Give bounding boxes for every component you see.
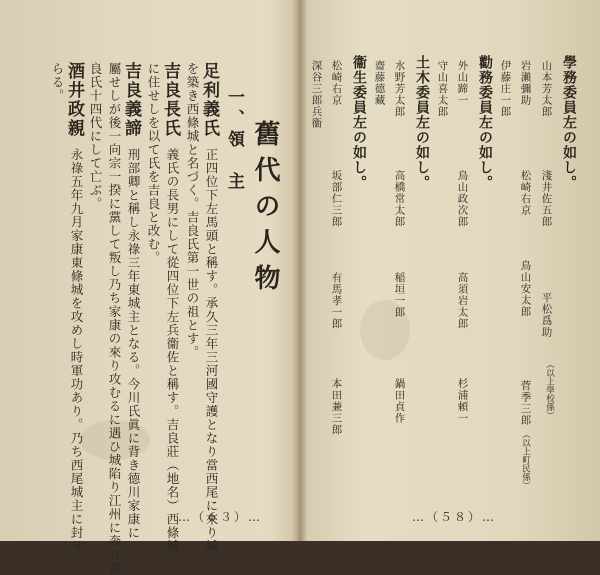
- member-name: 本田兼三郎: [330, 378, 343, 436]
- member-name: 岩瀨彌助: [519, 60, 532, 106]
- member-name: 高須岩太郎: [456, 272, 469, 330]
- member-name: 菅季三郎: [519, 380, 532, 426]
- member-name: 鍋田貞作: [393, 378, 406, 424]
- entry-text: に住せしを以て氏を吉良と改む。: [146, 62, 161, 265]
- entry-text: 屬せしが後一向宗一揆に黨して叛し乃ち家康の來り攻むるに遇ひ城陷り江州に奔り吉: [107, 62, 122, 575]
- member-name: 山本芳太郎: [540, 60, 553, 118]
- entry-text: 正四位下左馬頭と稱す。承久三年三河國守護となり當西尾に來り城: [204, 148, 219, 553]
- member-name: 守山喜太郎: [436, 60, 449, 118]
- member-name: 深谷三郎兵衞: [310, 60, 323, 129]
- group-note: （以上町民係）: [520, 430, 531, 490]
- member-name: 外山蹄一: [456, 60, 469, 106]
- book-gutter: [292, 0, 308, 541]
- entry-text: 良氏十四代にして亡ぶ。: [88, 62, 103, 211]
- group-heading: 衞生委員左の如し。: [351, 55, 367, 190]
- entry-text: を築き西條城と名づく。吉良氏第一世の祖とす。: [185, 62, 200, 359]
- member-name: 伊藤庄一郎: [499, 60, 512, 118]
- member-name: 鳥山安太郎: [519, 260, 532, 318]
- member-name: 杉浦頼一: [456, 378, 469, 424]
- group-heading: 勸務委員左の如し。: [477, 55, 493, 190]
- entry-text: 刑部卿と稱し永祿三年東城主となる。今川氏眞に背き德川家康に: [126, 148, 141, 540]
- member-name: 松崎右京: [519, 170, 532, 216]
- member-name: 水野芳太郎: [393, 60, 406, 118]
- entry-text: らる。: [50, 62, 65, 103]
- member-name: 松崎右京: [330, 60, 343, 106]
- member-name: 鳥山政次郎: [456, 170, 469, 228]
- member-name: 高橋常太郎: [393, 170, 406, 228]
- page-title: 舊代の人物: [250, 120, 280, 300]
- member-name: 有馬孝一郎: [330, 272, 343, 330]
- member-name: 坂部仁三郎: [330, 170, 343, 228]
- member-name: 淺井佐五郎: [540, 170, 553, 228]
- page-number: …（５８）…: [412, 510, 497, 524]
- section-heading: 一、領 主: [224, 88, 244, 193]
- member-name: 平松爲助: [540, 292, 553, 338]
- entry-text: 義氏の長男にして從四位下左兵衞佐と稱す。吉良莊（地名）西條城: [165, 148, 180, 553]
- entry-name: 酒井政親: [64, 62, 84, 138]
- entry-name: 吉良義諦: [121, 62, 141, 138]
- member-name: 齋藤德藏: [373, 60, 386, 106]
- group-note: （以上學校係）: [544, 360, 555, 420]
- group-heading: 學務委員左の如し。: [561, 55, 577, 190]
- entry-name: 足利義氏: [199, 62, 219, 138]
- member-name: 稲垣一郎: [393, 272, 406, 318]
- page-number: …（６３）…: [178, 510, 263, 524]
- entry-name: 吉良長氏: [160, 62, 180, 138]
- entry-text: 永祿五年九月家康東條城を攻めし時軍功あり。乃ち西尾城主に封せ: [69, 148, 84, 553]
- group-heading: 土木委員左の如し。: [414, 55, 430, 190]
